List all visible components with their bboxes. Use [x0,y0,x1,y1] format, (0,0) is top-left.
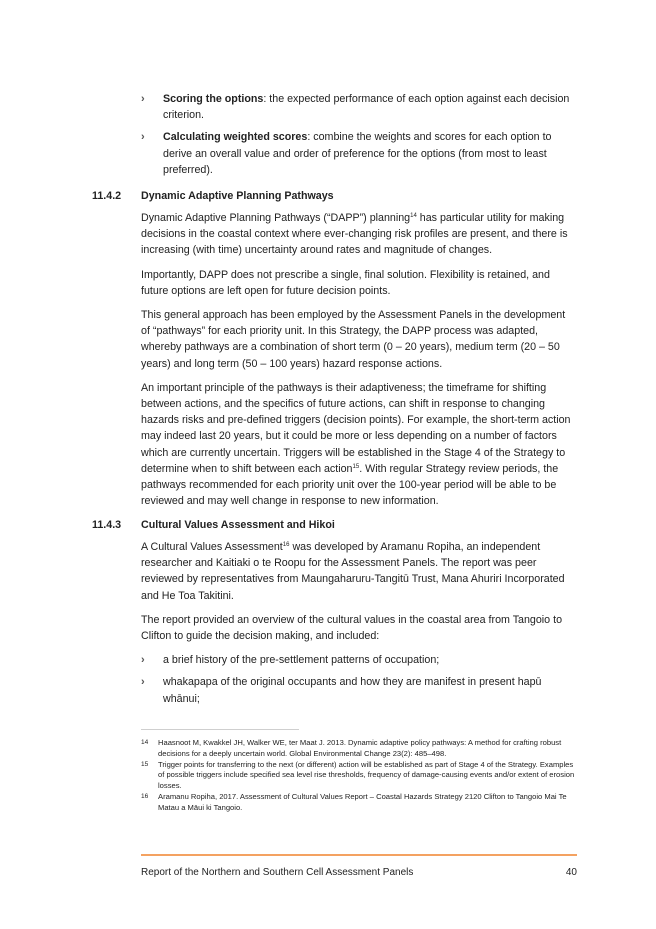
list-item: › whakapapa of the original occupants and how they are manifest in present hapū whānui; [141,674,576,706]
bullet-description: : the expected performance of each option against each decision criterion. [163,93,570,122]
page-number: 40 [565,867,577,878]
chevron-right-icon: › [141,654,145,667]
footnote-text: Aramanu Ropiha, 2017. Assessment of Cultural Values Report – Coastal Hazards Strategy 2120 Clifton to Tangoio Mai Te Matau a Māui ki Tangoio. [158,791,567,812]
bullet-term: Scoring the options [163,93,264,105]
section-number: 11.4.2 [92,190,122,202]
footnote-number: 16 [141,792,149,800]
top-bullet-list [141,91,576,178]
list-item [141,129,576,178]
footnote-text: Haasnoot M, Kwakkel JH, Walker WE, ter Maat J. 2013. Dynamic adaptive policy pathways: A method for crafting robust decisions for a deeply uncertain world. Global Environmental Change 23(2): 485–498. [158,738,562,758]
footnote-ref: 14 [410,213,417,219]
section-body-11-4-2 [141,210,576,509]
chevron-right-icon: › [141,676,145,689]
list-item: › a brief history of the pre-settlement patterns of occupation; [141,652,576,668]
footnote [141,760,581,792]
footnote-number: 15 [141,760,149,768]
footnote [141,792,581,814]
paragraph: An important principle of the pathways is their adaptiveness; the timeframe for shifting between actions, and the specifics of future actions, can shift in response to changing hazards risks and pre-defined triggers (decision points). For example, the short-term action may indeed last 20 years, but it could be more or less depending on a number of factors which are currently uncertain. Triggers will be established in the Stage 4 of the Strategy to determine when to shift between each action$^{15}$. With regular Strategy review periods, the pathways recommended for each priority unit over the 100-year period will be able to be reviewed and may well change in response to new information. [141,381,571,508]
footnote [141,738,581,760]
paragraph: The report provided an overview of the cultural values in the coastal area from Tangoio to Clifton to guide the decision making, and included: [141,613,563,643]
section-heading-11-4-3 [92,517,335,533]
footer-divider [141,854,577,856]
footnote-ref: 15 [352,463,360,470]
chevron-right-icon: › [141,131,145,144]
footnote-divider [141,729,299,730]
section-body-11-4-3 [141,539,576,707]
footnote-number: 14 [141,739,149,746]
footnotes [141,738,581,814]
section-title: Cultural Values Assessment and Hikoi [141,519,335,531]
paragraph: Importantly, DAPP does not prescribe a single, final solution. Flexibility is retained, and future options are left open for future decision points. [141,268,550,297]
paragraph: Dynamic Adaptive Planning Pathways (“DAPP”) planning$^{14}$ has particular utility for making decisions in the coastal context where ever-changing risk profiles are present, and there is increasing (with time) uncertainty around rates and magnitude of changes. [141,212,568,257]
bullet-description: : combine the weights and scores for each option to derive an overall value and order of preference for the options (from most to least preferred). [163,131,552,176]
page-footer [141,866,577,880]
bullet-term: Calculating weighted scores [163,131,308,144]
paragraph: A Cultural Values Assessment$^{16}$ was developed by Aramanu Ropiha, an independent researcher and Kaitiaki o te Roopu for the Assessment Panels. The report was peer reviewed by representatives from Maungaharuru-Tangitū Trust, Mana Ahuriri Incorporated and He Toa Takitini. [141,541,565,602]
chevron-right-icon: › [141,93,145,105]
section-title: Dynamic Adaptive Planning Pathways [141,190,334,202]
paragraph: This general approach has been employed by the Assessment Panels in the development of “pathways” for each priority unit. In this Strategy, the DAPP process was adapted, whereby pathways are a combination of short term (0 – 20 years), medium term (20 – 50 years) and long term (50 – 100 years) hazard response actions. [141,309,566,370]
section-heading-11-4-2 [92,188,334,204]
section-number: 11.4.3 [92,519,122,531]
list-item [141,91,576,123]
footnote-ref: 16 [282,542,290,548]
footer-title: Report of the Northern and Southern Cell Assessment Panels [141,867,414,878]
footnote-text: Trigger points for transferring to the next (or different) action will be established as part of Stage 4 of the Strategy. Examples of possible triggers include specified sea level rise thresholds, frequency of damage-causing events and/or extent of erosion losses. [158,759,575,791]
